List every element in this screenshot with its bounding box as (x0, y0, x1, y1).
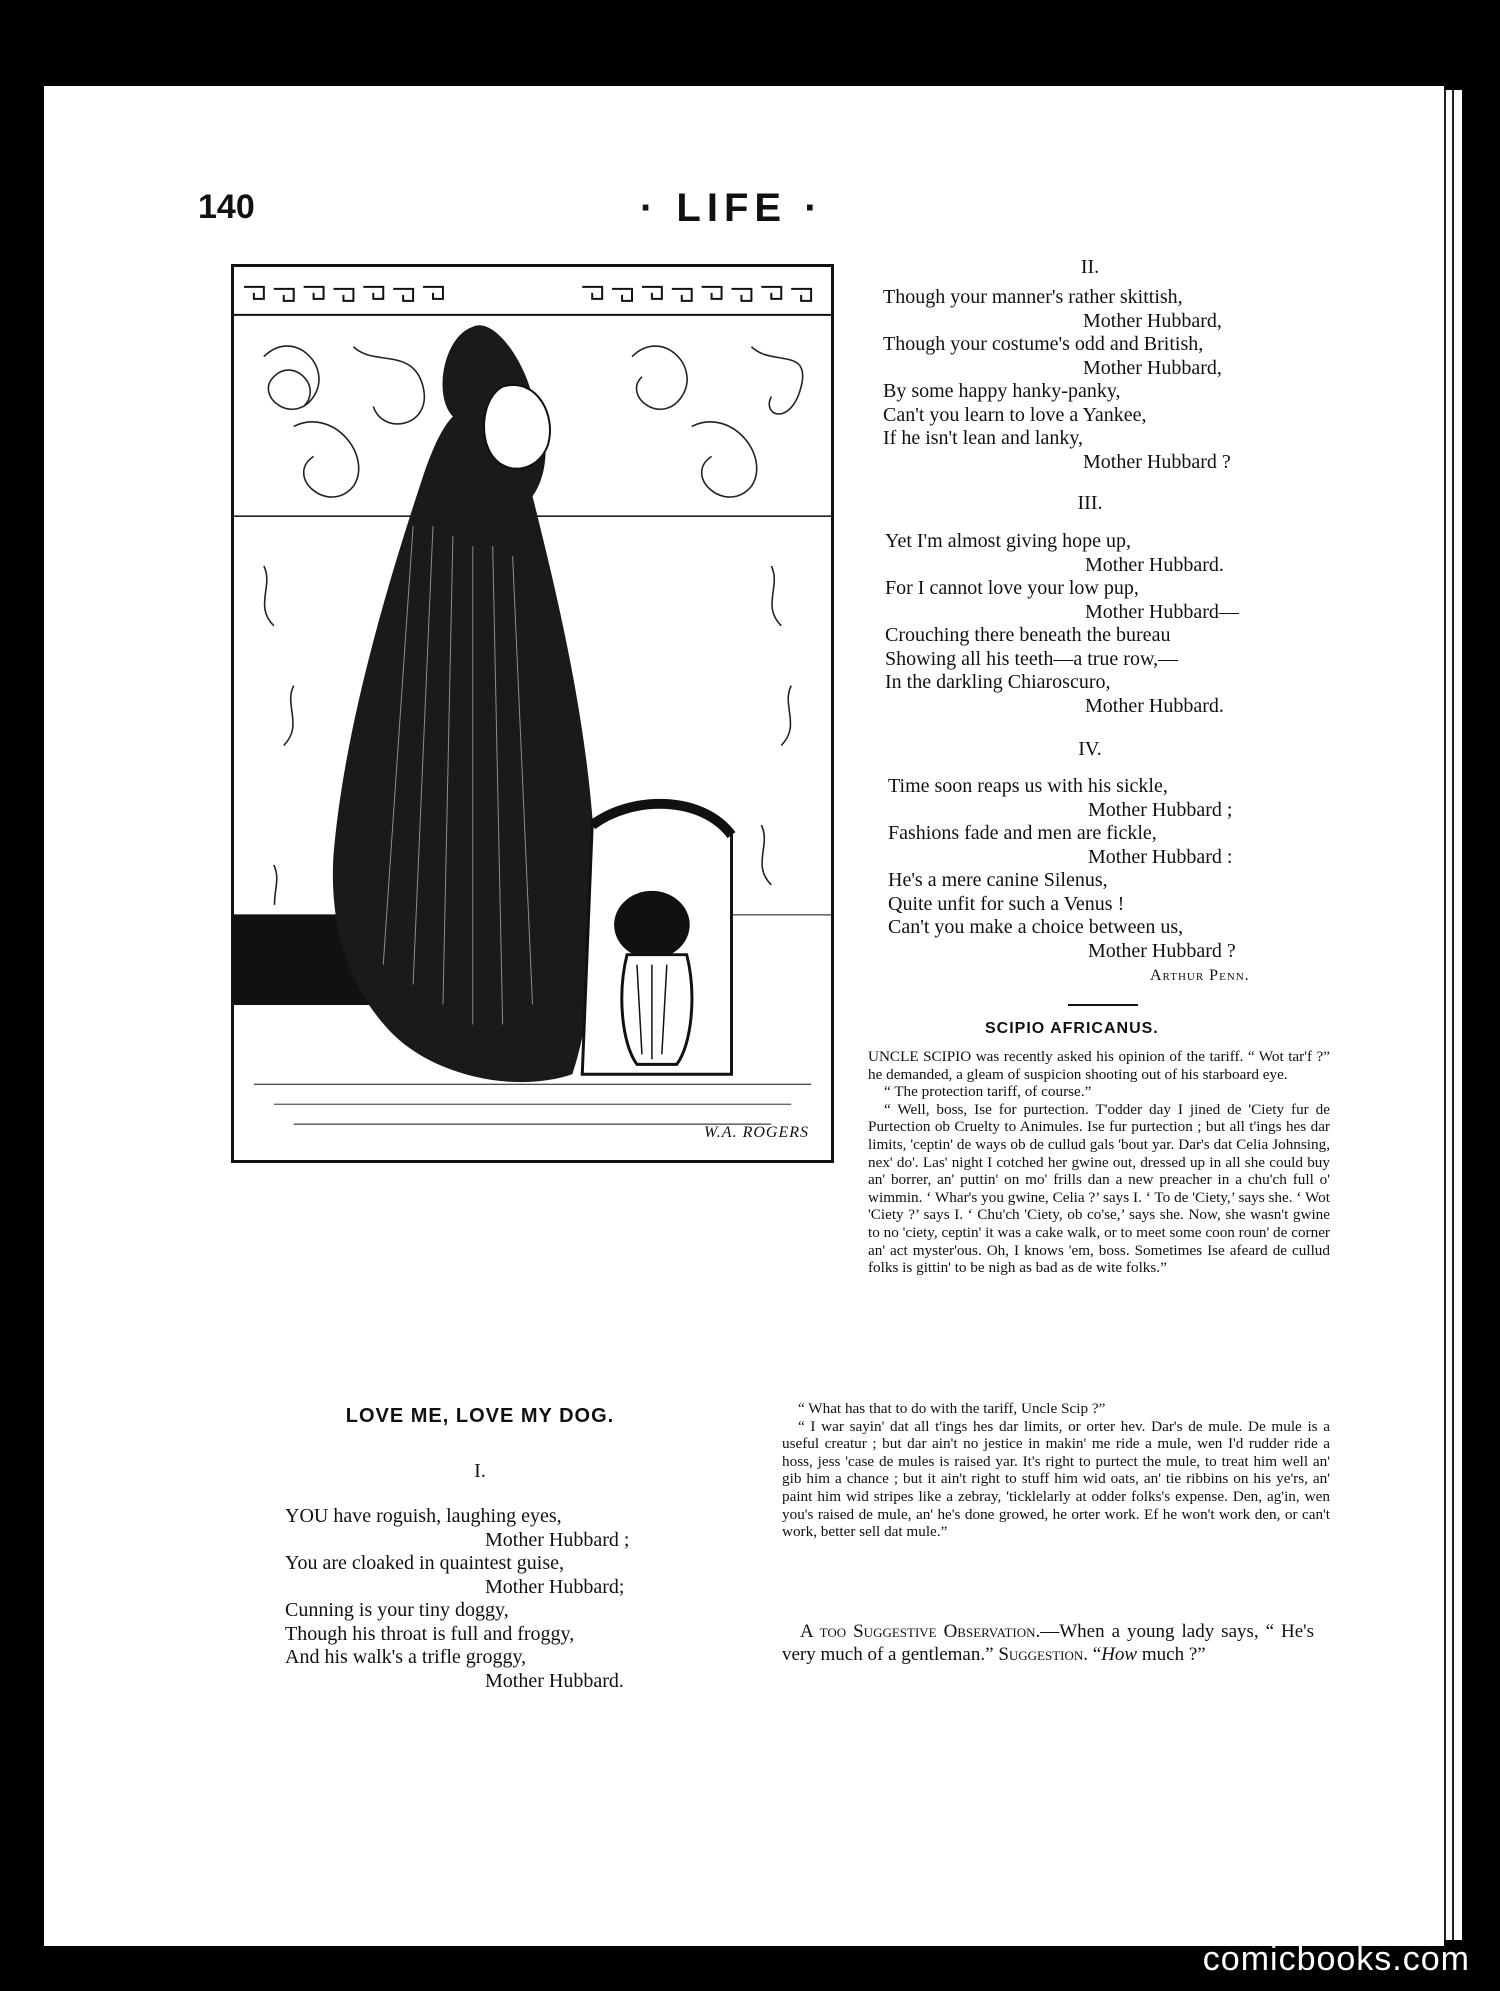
suggestive-observation-note (782, 1620, 1314, 1666)
story-lower (782, 1400, 1330, 1541)
note-quote-emphasis: How (1101, 1644, 1138, 1665)
story-paragraph: “ The protection tariff, of course.” (884, 1083, 1092, 1101)
illustrator-signature: W.A. ROGERS (703, 1124, 809, 1141)
poem-line: If he isn't lean and lanky, (883, 427, 1084, 449)
illustration-drawing (234, 267, 831, 1160)
poem-line: For I cannot love your low pup, (885, 577, 1139, 599)
poem-line: Mother Hubbard : (1088, 845, 1233, 868)
poem-line: Mother Hubbard— (1085, 600, 1239, 623)
poem-line: Can't you make a choice between us, (888, 916, 1184, 938)
section-divider (1068, 1004, 1138, 1006)
note-quote-close: much ?” (1137, 1644, 1206, 1665)
poem-line: You are cloaked in quaintest guise, (285, 1552, 565, 1574)
story-paragraph: “ What has that to do with the tariff, Uncle Scip ?” (798, 1400, 1106, 1417)
watermark: comicbooks.com (1202, 1940, 1470, 1978)
story-paragraph: “ I war sayin' dat all t'ings hes dar limits, or orter hev. Dar's de mule. De mule is a useful creatur ; but dar ain't no jestice in makin' me ride a mule, wen I'd rudder ride a hoss, jess 'case de mules is raised yar. It's right to purtect the mule, to treat him well an' gib him a chance ; but it ain't right to stuff him wid oats, an' tie ribbins on his ye'rs, an' paint him wid stripes like a zebray, 'ticklelarly at odder folks's expense. Den, ag'in, wen you's raised de mule, an' he's done growed, he orter work. Ef he won't work den, or can't work, better sell dat mule.” (782, 1417, 1330, 1541)
poem-line: Crouching there beneath the bureau (885, 624, 1171, 646)
stanza-2 (883, 286, 1303, 474)
poem-line: Mother Hubbard ; (1088, 798, 1233, 821)
stanza-3 (885, 530, 1305, 718)
poem-line: Can't you learn to love a Yankee, (883, 403, 1147, 426)
page-number: 140 (198, 188, 255, 226)
poem-line: Mother Hubbard ? (1088, 939, 1236, 962)
note-label: Suggestion. (998, 1644, 1089, 1665)
story-title: SCIPIO AFRICANUS. (985, 1020, 1159, 1037)
page-spine (1444, 90, 1462, 1940)
note-quote-open: “ (1092, 1644, 1102, 1665)
illustration-woman-with-pug (231, 264, 834, 1163)
poem-line: Time soon reaps us with his sickle, (888, 775, 1168, 797)
stanza-1-numeral: I. (474, 1460, 486, 1482)
poem-line: Quite unfit for such a Venus ! (888, 892, 1125, 915)
poem-line: Mother Hubbard. (1085, 553, 1224, 576)
note-text: —When a young lady says, “ He's very much of a gentleman.” (782, 1621, 1315, 1665)
story-upper (868, 1048, 1330, 1277)
poem-line: By some happy hanky-panky, (883, 380, 1121, 402)
stanza-4-numeral: IV. (1078, 738, 1102, 760)
poem-line: Cunning is your tiny doggy, (285, 1599, 509, 1621)
note-lead: A too Suggestive Observation. (800, 1621, 1041, 1642)
poem-line: Mother Hubbard. (1085, 694, 1224, 717)
poem-line: Mother Hubbard, (1083, 356, 1222, 379)
poem-line: YOU have roguish, laughing eyes, (285, 1505, 562, 1527)
story-paragraph: “ Well, boss, Ise for purtection. T'odder day I jined de 'Ciety fur de Purtection ob Cruelty to Animules. Ise fur purtection ; but all t'ings hes dar limits, 'ceptin' de ways ob de cullud gals 'bout yar. Dar's dat Celia Johnsing, nex' do'. Las' night I cotched her gwine out, dressed up in all she could buy an' borrer, an' puttin' on mo' frills dan a new preacher in a chu'ch full o' wimmin. ‘ Whar's you gwine, Celia ?’ says I. ‘ To de 'Ciety,’ says she. ‘ Wot 'Ciety ?’ says I. ‘ Chu'ch 'Ciety, ob co'se,’ says she. Now, she wasn't gwine to no 'ciety, ceptin' it was a cake walk, or to meet some coon roun' de corner an' act myster'ous. Oh, I knows 'em, boss. Sometimes Ise afeard de cullud folks is gittin' to be nigh as bad as de wite folks.” (868, 1100, 1330, 1277)
masthead-title: · LIFE · (640, 186, 824, 230)
story-paragraph: UNCLE SCIPIO was recently asked his opinion of the tariff. “ Wot tar'f ?” he demanded, a gleam of suspicion shooting out of his starboard eye. (868, 1048, 1330, 1083)
poem-line: Mother Hubbard, (1083, 309, 1222, 332)
poem-line: Mother Hubbard ; (485, 1528, 630, 1551)
poem-line: Mother Hubbard ? (1083, 450, 1231, 473)
poem-line: Though your costume's odd and British, (883, 333, 1204, 355)
stanza-2-numeral: II. (1080, 256, 1100, 278)
poem-line: Showing all his teeth—a true row,— (885, 647, 1179, 670)
poem-line: Mother Hubbard. (485, 1669, 624, 1692)
poem-line: Though his throat is full and froggy, (285, 1622, 575, 1645)
stanza-3-numeral: III. (1077, 492, 1103, 514)
poem-line: Yet I'm almost giving hope up, (885, 530, 1132, 552)
poem-line: Fashions fade and men are fickle, (888, 822, 1157, 844)
poem-title: LOVE ME, LOVE MY DOG. (345, 1405, 615, 1427)
poem-line: In the darkling Chiaroscuro, (885, 671, 1111, 693)
poem-line: Though your manner's rather skittish, (883, 286, 1183, 308)
poem-author: Arthur Penn. (1150, 967, 1250, 984)
stanza-1 (285, 1505, 705, 1693)
poem-line: He's a mere canine Silenus, (888, 869, 1108, 891)
poem-line: Mother Hubbard; (485, 1575, 625, 1598)
stanza-4 (888, 775, 1308, 963)
poem-line: And his walk's a trifle groggy, (285, 1646, 527, 1668)
